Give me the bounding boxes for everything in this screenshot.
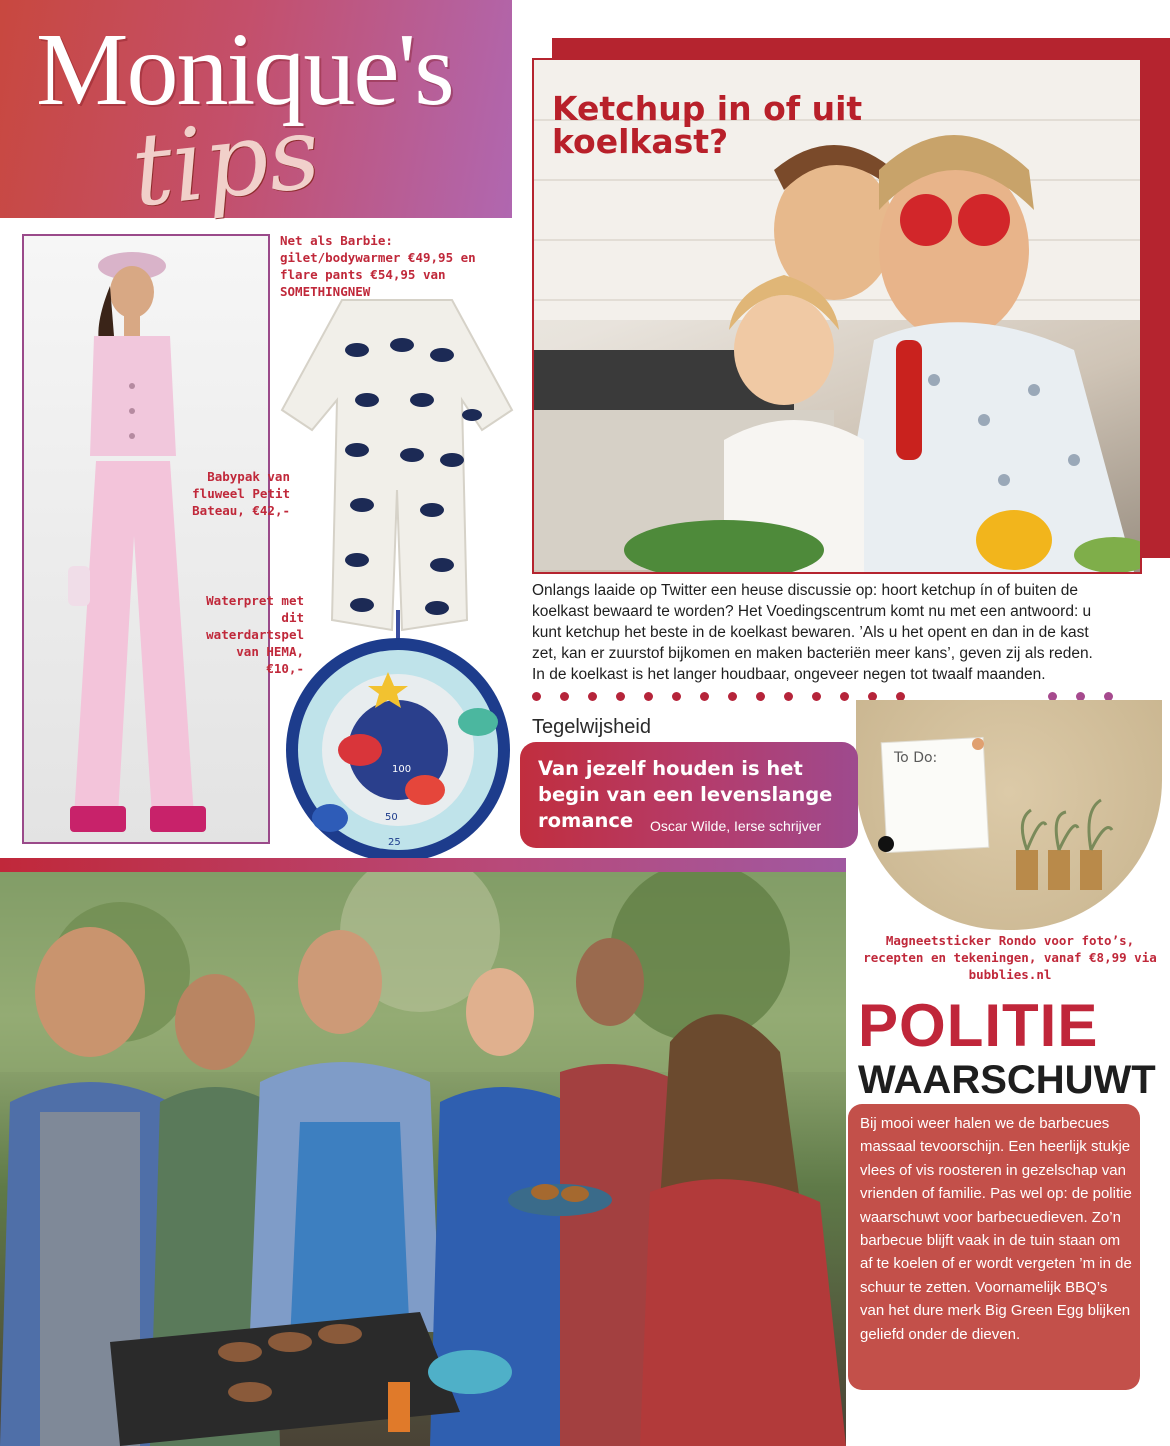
divider-dot [616,692,625,701]
magnet-board-illustration [856,700,1162,930]
divider-dot [700,692,709,701]
babypak-caption: Babypak van fluweel Petit Bateau, €42,- [192,469,290,518]
divider-dot [672,692,681,701]
header-title: Monique's [36,12,453,127]
ketchup-body-text: Onlangs laaide op Twitter een heuse discussie op: hoort ketchup ín of buiten de koelkast bewaard te worden? Het Voedingscentrum komt nu met een antwoord: u kunt ketchup het beste in de koelkast bewaren. ’Als u het opent en dan in de kast zet, kan er zuurstof bijkomen en maken bacteriën meer kans’, geven zij als reden. In de koelkast is het langer houdbaar, ongeveer negen tot twaalf maanden. [532,582,1093,683]
barbie-caption: Net als Barbie: gilet/bodywarmer €49,95 en flare pants €54,95 van SOMETHINGNEW [280,233,476,299]
divider-dot [812,692,821,701]
divider-dot [644,692,653,701]
header-subtitle: tips [126,93,326,230]
politie-body-text: Bij mooi weer halen we de barbecues massaal tevoorschijn. Een heerlijk stukje vlees of vis roosteren in gezelschap van vrienden of familie. Pas wel op: de politie waarschuwt voor barbecuedieven. Zo’n barbecue blijft vaak in de tuin staan om af te koelen of er wordt vergeten ’m in de schuur te zetten. Voornamelijk BBQ’s van het dure merk Big Green Egg blijken geliefd onder de dieven. [860,1115,1132,1343]
divider-dot [840,692,849,701]
divider-dot [756,692,765,701]
divider-dot [784,692,793,701]
quote-author: Oscar Wilde, Ierse schrijver [650,818,822,834]
fashion-photo [22,234,270,844]
memo-note-text: To Do: [894,750,938,766]
dart-score-50: 50 [385,812,398,823]
quote-text: Van jezelf houden is het begin van een levenslange romance [538,757,833,832]
dartboard-illustration [280,600,520,862]
bbq-illustration [0,872,846,1446]
magnet-board-photo [856,700,1162,930]
divider-dot [588,692,597,701]
quote-label: Tegelwijsheid [532,716,651,738]
politie-headline: POLITIE [858,992,1099,1059]
divider-dot [560,692,569,701]
section-divider-bar [0,858,846,872]
ketchup-headline: Ketchup in of uit koelkast? [552,89,863,161]
waterpret-caption: Waterpret met dit waterdartspel van HEMA, €10,- [206,593,304,676]
dart-score-100: 100 [392,764,412,775]
model-illustration [24,236,268,842]
divider-dot [532,692,541,701]
magneet-caption: Magneetsticker Rondo voor foto’s, recepten en tekeningen, vanaf €8,99 via bubblies.nl [863,933,1157,982]
dart-score-25: 25 [388,837,401,848]
bbq-group-photo [0,872,846,1446]
divider-dot [728,692,737,701]
babysuit-illustration [272,290,522,650]
politie-subheadline: WAARSCHUWT [858,1058,1156,1102]
